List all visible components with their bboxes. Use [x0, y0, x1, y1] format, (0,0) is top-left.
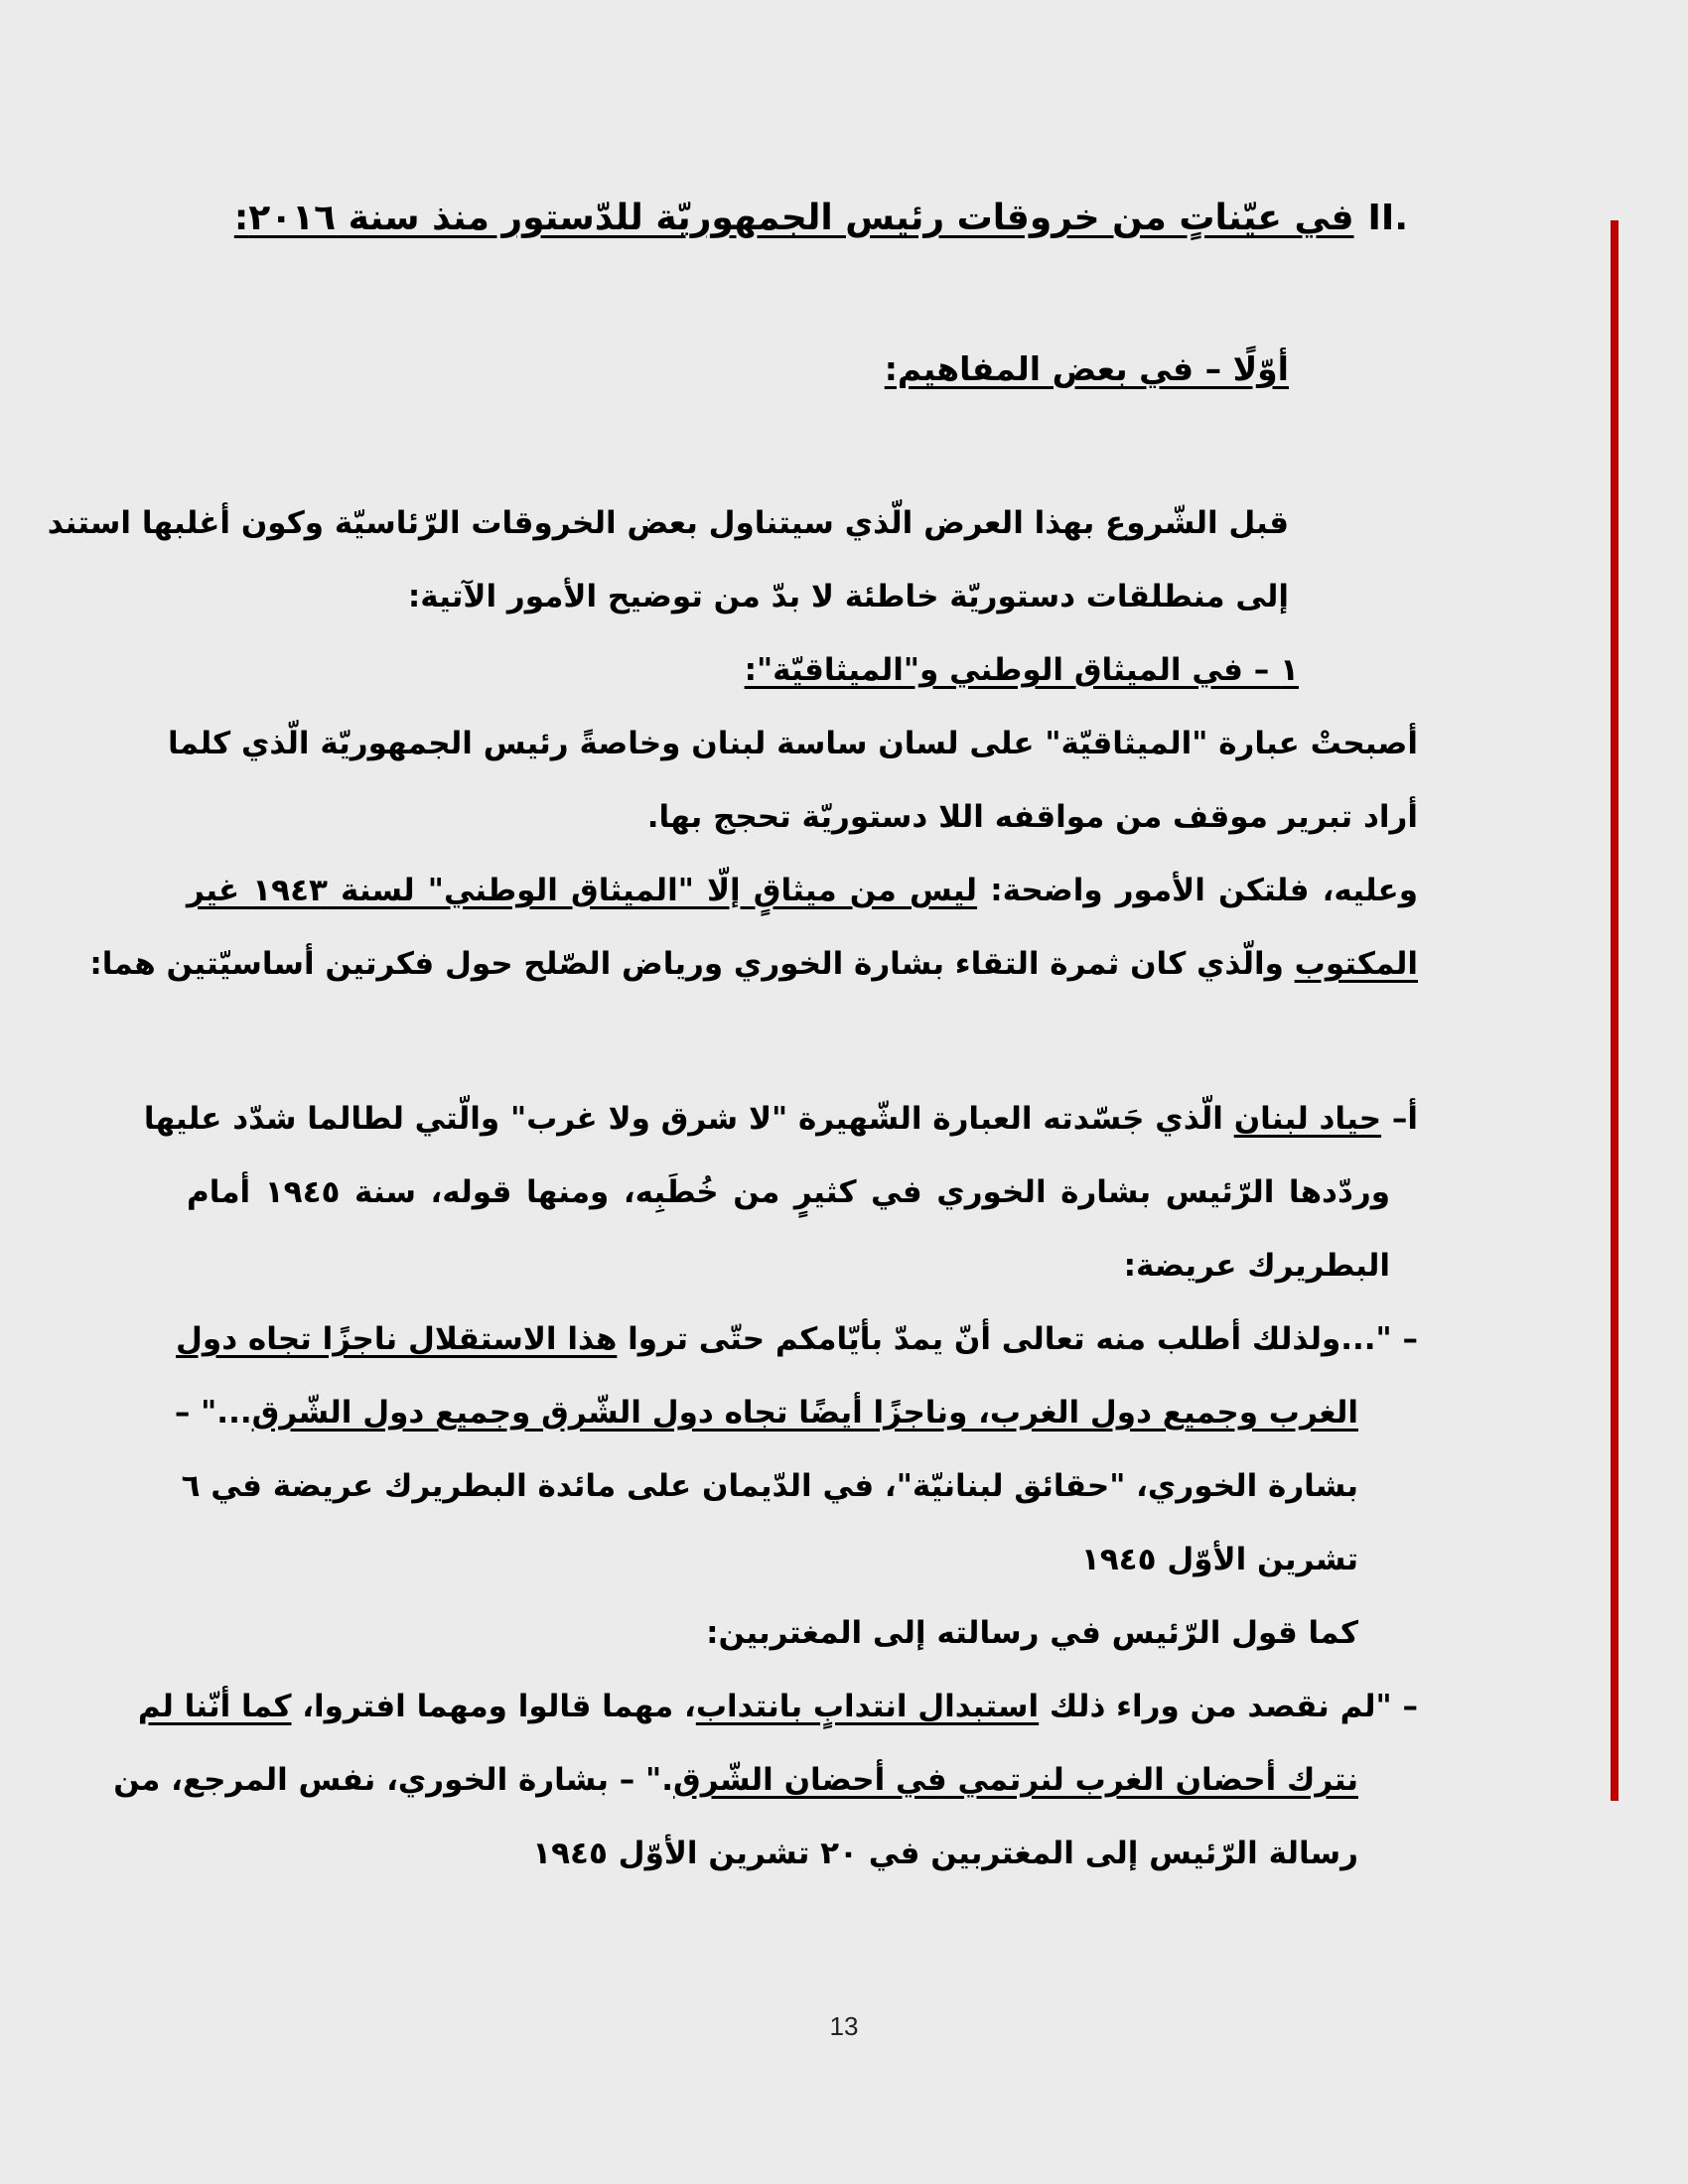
paragraph-3-plain-2: والّذي كان ثمرة التقاء بشارة الخوري ورياض الصّلح حول فكرتين أساسيّتين هما: — [89, 946, 1295, 982]
quote-1-line-3: بشارة الخوري، "حقائق لبنانيّة"، في الدّيمان على مائدة البطريرك عريضة في ٦ — [181, 1468, 1358, 1504]
item-a-line-2: وردّدها الرّئيس بشارة الخوري في كثيرٍ من خُطَبِه، ومنها قوله، سنة ١٩٤٥ أمام — [187, 1174, 1390, 1210]
item-a-line-1 — [143, 1082, 1418, 1156]
subheading-text: أوّلًا – في بعض المفاهيم: — [884, 349, 1289, 388]
subheading — [187, 340, 1289, 399]
quote-1-line-1 — [176, 1302, 1418, 1376]
item-a-underlined: حياد لبنان — [1233, 1101, 1382, 1137]
paragraph-3-line-1 — [187, 854, 1418, 927]
quote-1-underlined: هذا الاستقلال ناجزًا تجاه دول — [176, 1321, 618, 1357]
section-heading — [187, 189, 1418, 248]
section-heading-text: في عيّناتٍ من خروقات رئيس الجمهوريّة للدّستور منذ سنة ٢٠١٦: — [233, 198, 1354, 238]
spacer — [187, 1001, 1418, 1082]
page-number: 13 — [829, 2011, 859, 2041]
quote-1-plain-2: ..." – — [174, 1395, 252, 1431]
document-page — [47, 189, 1418, 1890]
quote-2-line-1 — [137, 1670, 1418, 1743]
quote-1-underlined-2: الغرب وجميع دول الغرب، وناجزًا أيضًا تجاه دول الشّرق وجميع دول الشّرق — [251, 1395, 1358, 1431]
paragraph-3-underlined: ليس من ميثاقٍ إلّا "الميثاق الوطني" لسنة ١٩٤٣ غير — [187, 873, 978, 908]
quote-2-underlined-3: نترك أحضان الغرب لنرتمي في أحضان الشّرق — [672, 1762, 1358, 1798]
section-1-title — [187, 633, 1299, 707]
paragraph-2-line-1: أصبحتْ عبارة "الميثاقيّة" على لسان ساسة لبنان وخاصةً رئيس الجمهوريّة الّذي كلما — [168, 726, 1418, 761]
paragraph-3-plain: وعليه، فلتكن الأمور واضحة: — [977, 873, 1418, 908]
margin-bar — [1611, 220, 1618, 1801]
quote-1-line-2 — [174, 1376, 1358, 1449]
paragraph-3-underlined-2: المكتوب — [1294, 946, 1418, 982]
section-1-title-text: ١ – في الميثاق الوطني و"الميثاقيّة": — [744, 652, 1299, 688]
intro-quote-2: كما قول الرّئيس في رسالته إلى المغتربين: — [706, 1615, 1358, 1651]
quote-1-line-4: تشرين الأوّل ١٩٤٥ — [1080, 1542, 1358, 1577]
quote-2-underlined-1: استبدال انتدابٍ بانتداب — [695, 1689, 1040, 1724]
quote-2-line-2 — [113, 1743, 1358, 1817]
item-a-line-3: البطريرك عريضة: — [1123, 1248, 1390, 1284]
paragraph-2-line-2: أراد تبرير موقف من مواقفه اللا دستوريّة تحجج بها. — [646, 799, 1418, 835]
intro-line-1: قبل الشّروع بهذا العرض الّذي سيتناول بعض الخروقات الرّئاسيّة وكون أغلبها استند — [47, 505, 1289, 541]
quote-1-plain: "...ولذلك أطلب منه تعالى أنّ يمدّ بأيّامكم حتّى تروا — [617, 1321, 1392, 1357]
intro-line-2: إلى منطلقات دستوريّة خاطئة لا بدّ من توضيح الأمور الآتية: — [407, 579, 1289, 614]
section-roman-numeral: II. — [1367, 198, 1408, 238]
quote-2-plain-b: ، مهما قالوا ومهما افتروا، — [291, 1689, 696, 1724]
quote-2-dash: – — [1391, 1689, 1418, 1724]
paragraph-3-line-2 — [89, 927, 1418, 1001]
quote-2-plain-a: "لم نقصد من وراء ذلك — [1039, 1689, 1392, 1724]
quote-1-dash: – — [1391, 1321, 1418, 1357]
quote-2-underlined-2: كما أنّنا لم — [137, 1689, 292, 1724]
item-a-rest: الّذي جَسّدته العبارة الشّهيرة "لا شرق ولا غرب" والّتي لطالما شدّد عليها — [143, 1101, 1234, 1137]
quote-2-plain-c: ." – بشارة الخوري، نفس المرجع، من — [113, 1762, 673, 1798]
quote-2-line-3: رسالة الرّئيس إلى المغتربين في ٢٠ تشرين الأوّل ١٩٤٥ — [532, 1836, 1358, 1871]
item-a-marker: أ– — [1381, 1101, 1418, 1137]
